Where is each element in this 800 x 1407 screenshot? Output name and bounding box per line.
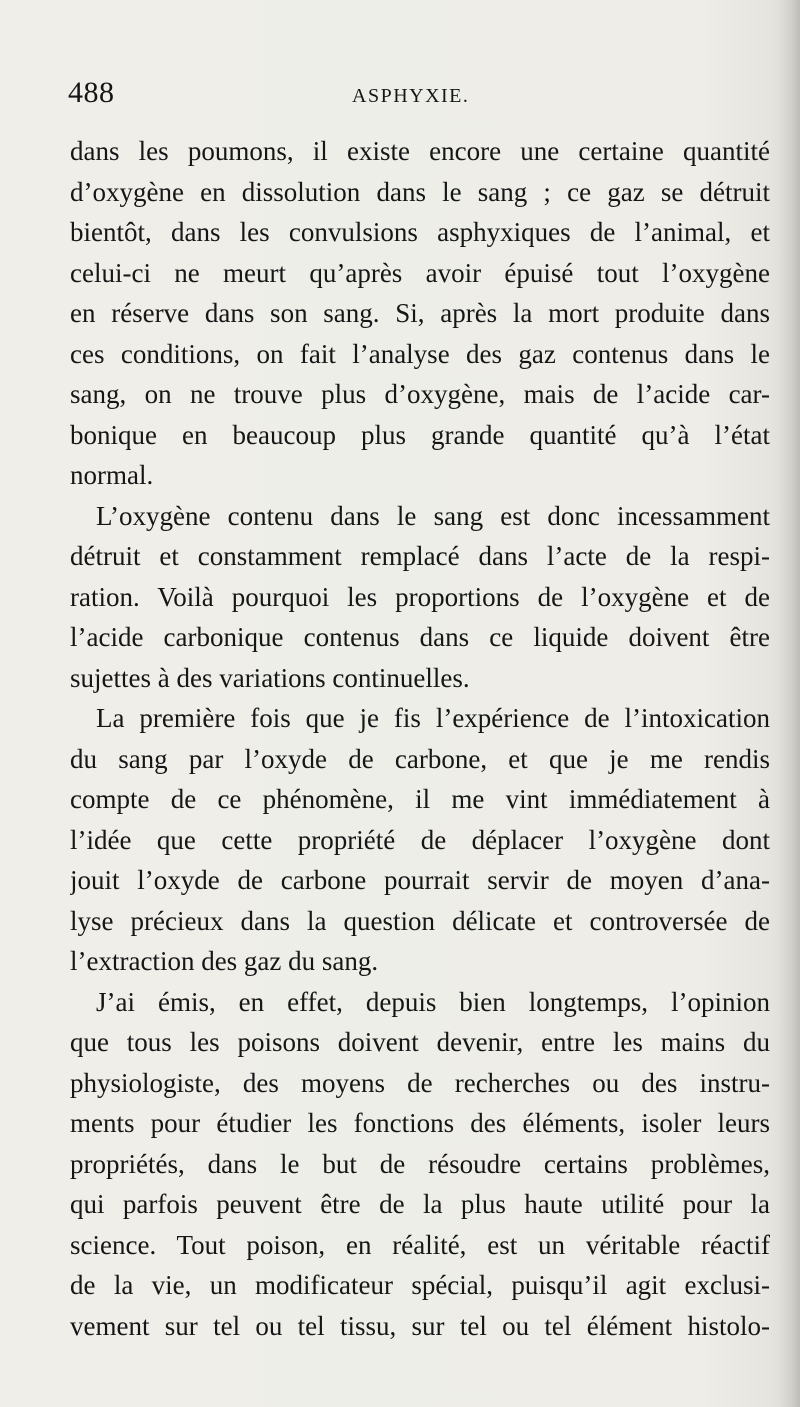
- running-title: ASPHYXIE.: [352, 85, 470, 107]
- page-number: 488: [68, 76, 115, 109]
- text-line: vement sur tel ou tel tissu, sur tel ou tel élément histolo-: [70, 1310, 770, 1341]
- text-line: sang, on ne trouve plus d’oxygène, mais de l’acide car-: [70, 379, 770, 409]
- page-edge-shadow: [778, 0, 800, 1407]
- text-line: ces conditions, on fait l’analyse des gaz contenus dans le: [70, 338, 770, 369]
- text-line: jouit l’oxyde de carbone pourrait servir de moyen d’ana-: [70, 865, 770, 895]
- text-line: l’acide carbonique contenus dans ce liquide doivent être: [70, 622, 770, 652]
- text-line: que tous les poisons doivent devenir, entre les mains du: [70, 1027, 770, 1057]
- text-line: L’oxygène contenu dans le sang est donc incessamment: [96, 500, 770, 531]
- text-line: J’ai émis, en effet, depuis bien longtemps, l’opinion: [96, 986, 770, 1017]
- page-header: [0, 76, 800, 116]
- text-line: La première fois que je fis l’expérience de l’intoxication: [96, 703, 770, 733]
- text-line: d’oxygène en dissolution dans le sang ; ce gaz se détruit: [70, 176, 770, 207]
- text-line: de la vie, un modificateur spécial, puisqu’il agit exclusi-: [70, 1270, 770, 1300]
- text-line: sujettes à des variations continuelles.: [70, 662, 470, 693]
- text-line: détruit et constamment remplacé dans l’acte de la respi-: [70, 541, 770, 571]
- text-line: l’idée que cette propriété de déplacer l’oxygène dont: [70, 824, 770, 855]
- body-text: [70, 131, 770, 1346]
- text-line: ration. Voilà pourquoi les proportions de l’oxygène et de: [70, 581, 770, 612]
- text-line: bonique en beaucoup plus grande quantité qu’à l’état: [70, 419, 770, 450]
- text-line: propriétés, dans le but de résoudre certains problèmes,: [70, 1148, 770, 1179]
- text-line: physiologiste, des moyens de recherches ou des instru-: [70, 1067, 770, 1098]
- text-line: dans les poumons, il existe encore une certaine quantité: [70, 136, 770, 166]
- text-line: bientôt, dans les convulsions asphyxiques de l’animal, et: [70, 217, 770, 247]
- text-line: normal.: [70, 460, 154, 490]
- text-line: compte de ce phénomène, il me vint immédiatement à: [70, 784, 770, 814]
- text-line: en réserve dans son sang. Si, après la mort produite dans: [70, 298, 770, 328]
- text-line: science. Tout poison, en réalité, est un véritable réactif: [70, 1229, 770, 1260]
- text-line: qui parfois peuvent être de la plus haute utilité pour la: [70, 1189, 770, 1219]
- text-line: lyse précieux dans la question délicate et controversée de: [70, 905, 770, 936]
- text-line: l’extraction des gaz du sang.: [70, 946, 379, 976]
- text-line: celui-ci ne meurt qu’après avoir épuisé tout l’oxygène: [70, 257, 770, 288]
- text-line: du sang par l’oxyde de carbone, et que je me rendis: [70, 743, 770, 774]
- text-line: ments pour étudier les fonctions des éléments, isoler leurs: [70, 1108, 770, 1138]
